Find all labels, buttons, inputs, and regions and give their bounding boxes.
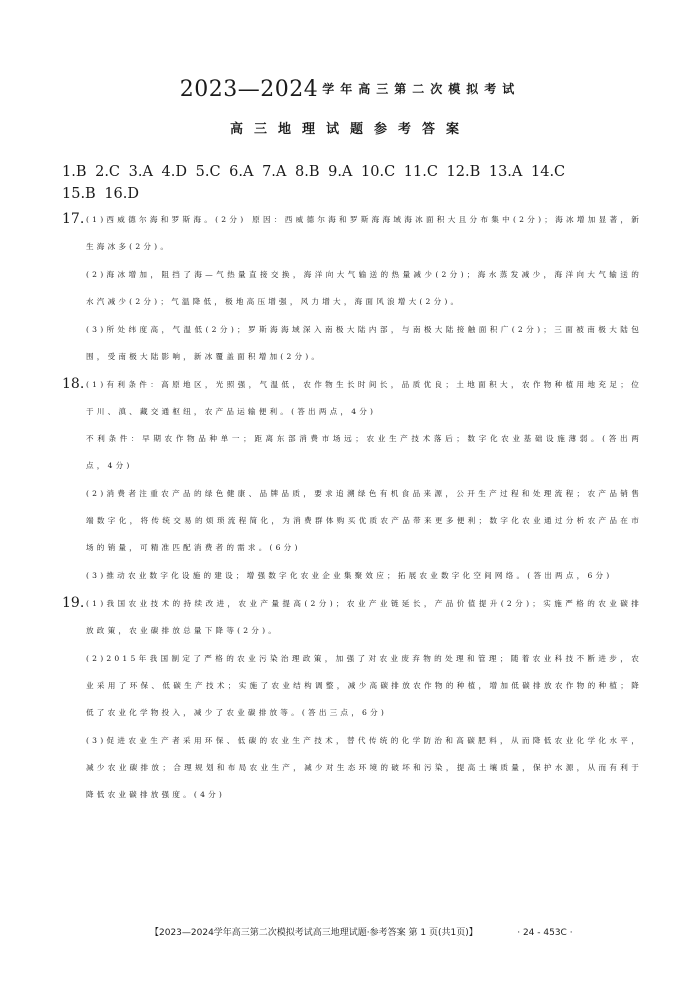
answer-19-2: (2)2015年我国制定了严格的农业污染治理政策，加强了对农业废弃物的处理和管理；随着农业科技不断进步，农业采用了环保、低碳生产技术；实施了农业结构调整，减少高碳排放农作物的种植，增加低碳排放农作物的种植；降低了农业化学物投入，减少了农业碳排放等。(答出三点，6分) bbox=[86, 654, 642, 717]
page-footer bbox=[150, 925, 573, 938]
answer-18-3: (3)推动农业数字化设施的建设；增强数字化农业企业集聚效应；拓展农业数字化空间网络。(答出两点，6分) bbox=[86, 571, 613, 580]
paper-code: · 24 - 453C · bbox=[517, 928, 573, 938]
answer-19-3: (3)促进农业生产者采用环保、低碳的农业生产技术，替代传统的化学防治和高碳肥料，从而降低农业化学化水平，减少农业碳排放；合理规划和布局农业生产，减少对生态环境的破坏和污染，提高土壤质量，保护水源，从而有利于降低农业碳排放强度。(4分) bbox=[86, 736, 642, 799]
exam-title bbox=[0, 77, 700, 102]
answer-17-3: (3)所处纬度高，气温低(2分)；罗斯海海域深入南极大陆内部，与南极大陆接触面积广(2分)；三面被南极大陆包围，受南极大陆影响，新冰覆盖面积增加(2分)。 bbox=[86, 325, 642, 361]
mc-answers-line-2: 15.B 16.D bbox=[62, 186, 140, 202]
page-subtitle: 高三地理试题参考答案 bbox=[229, 122, 470, 137]
question-number: 18. bbox=[62, 376, 85, 392]
exam-year: 2023—2024 bbox=[179, 77, 319, 102]
mc-answers-line-1: 1.B 2.C 3.A 4.D 5.C 6.A 7.A 8.B 9.A 10.C 11.C 12.B 13.A 14.C bbox=[62, 164, 566, 180]
question-number: 17. bbox=[62, 211, 85, 227]
answer-17-1: (1)西威德尔海和罗斯海。(2分) 原因：西威德尔海和罗斯海海域海冰面积大且分布集中(2分)；海冰增加显著，新生海冰多(2分)。 bbox=[86, 215, 642, 251]
answer-19-1: (1)我国农业技术的持续改进，农业产量提高(2分)；农业产业链延长，产品价值提升(2分)；实施严格的农业碳排放政策，农业碳排放总量下降等(2分)。 bbox=[86, 599, 642, 635]
answer-body bbox=[62, 161, 642, 808]
answer-18-1b: 不利条件：早期农作物品种单一；距离东部消费市场远；农业生产技术落后；数字化农业基础设施薄弱。(答出两点，4分) bbox=[86, 434, 642, 470]
answer-18-1: (1)有利条件：高原地区，光照强，气温低，农作物生长时间长，品质优良；土地面积大，农作物种植用地充足；位于川、滇、藏交通枢纽，农产品运输便利。(答出两点，4分) bbox=[86, 380, 642, 416]
question-18 bbox=[62, 371, 642, 589]
footer-text: 【2023—2024学年高三第二次模拟考试高三地理试题·参考答案 第 1 页(共1页)】 bbox=[150, 928, 474, 938]
question-number: 19. bbox=[62, 595, 85, 611]
answer-17-2: (2)海冰增加，阻挡了海—气热量直接交换，海洋向大气输送的热量减少(2分)；海水蒸发减少，海洋向大气输送的水汽减少(2分)；气温降低，极地高压增强，风力增大，海面风浪增大(2分)。 bbox=[86, 270, 642, 306]
answer-18-2: (2)消费者注重农产品的绿色健康、品牌品质，要求追溯绿色有机食品来源，公开生产过程和处理流程；农产品销售端数字化，将传统交易的烦琐流程简化，为消费群体购买优质农产品带来更多便利；数字化农业通过分析农产品在市场的销量，可精准匹配消费者的需求。(6分) bbox=[86, 489, 642, 552]
question-19 bbox=[62, 590, 642, 808]
exam-name: 学年高三第二次模拟考试 bbox=[322, 82, 521, 96]
question-17 bbox=[62, 206, 642, 370]
